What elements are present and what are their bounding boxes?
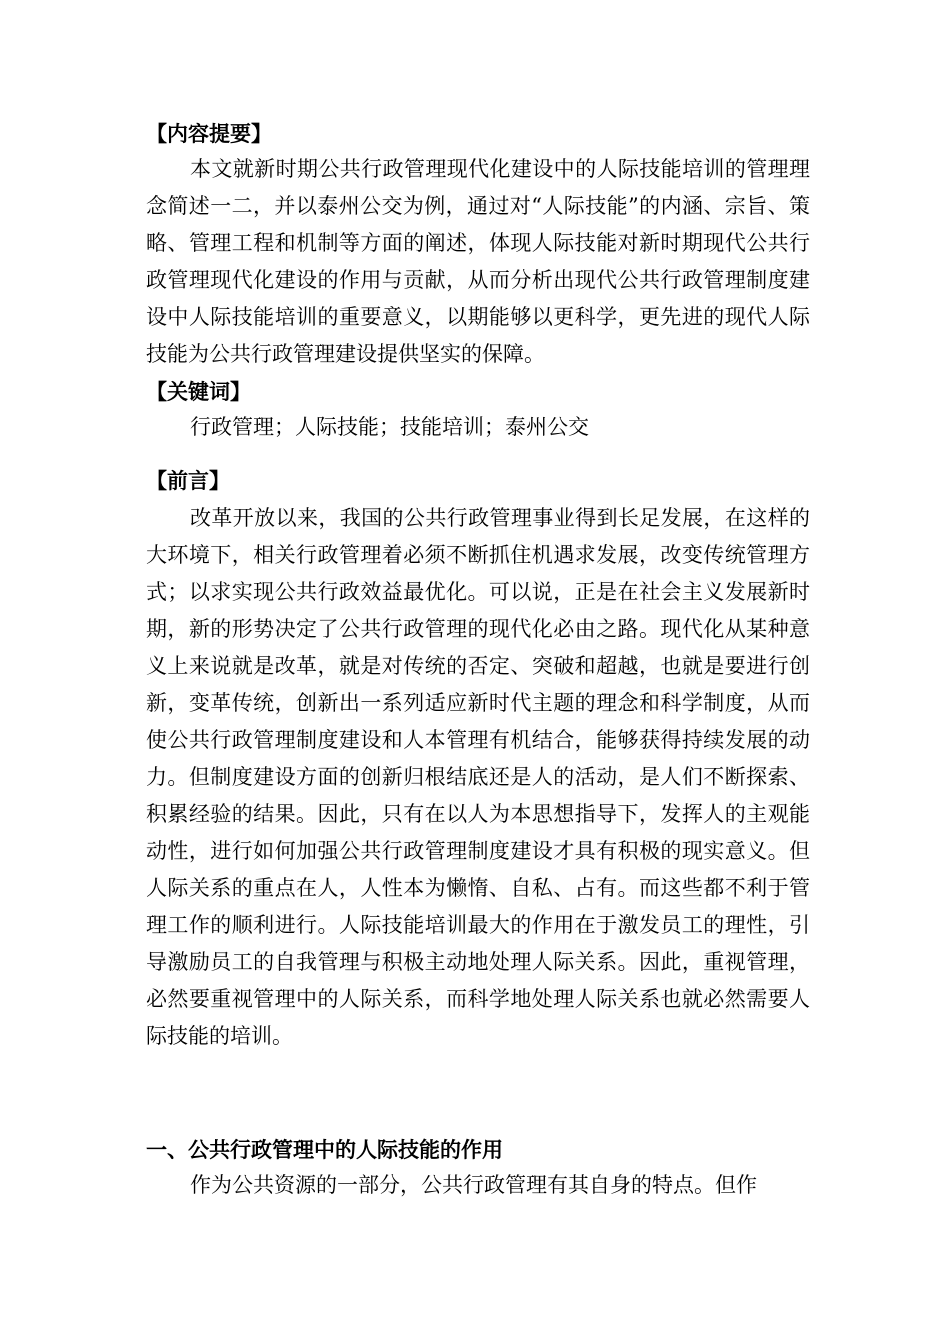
abstract-paragraph: 本文就新时期公共行政管理现代化建设中的人际技能培训的管理理念简述一二，并以泰州公交为例，通过对“人际技能”的内涵、宗旨、策略、管理工程和机制等方面的阐述，体现人际技能对新时期现代公共行政管理现代化建设的作用与贡献，从而分析出现代公共行政管理制度建设中人际技能培训的重要意义，以期能够以更科学，更先进的现代人际技能为公共行政管理建设提供坚实的保障。 <box>146 157 810 366</box>
abstract-heading: 【内容提要】 <box>146 122 272 146</box>
keywords-heading: 【关键词】 <box>146 380 251 404</box>
section-1-heading: 一、公共行政管理中的人际技能的作用 <box>146 1138 503 1162</box>
preface-paragraph: 改革开放以来，我国的公共行政管理事业得到长足发展，在这样的大环境下，相关行政管理着必须不断抓住机遇求发展，改变传统管理方式；以求实现公共行政效益最优化。可以说，正是在社会主义发展新时期，新的形势决定了公共行政管理的现代化必由之路。现代化从某种意义上来说就是改革，就是对传统的否定、突破和超越，也就是要进行创新，变革传统，创新出一系列适应新时代主题的理念和科学制度，从而使公共行政管理制度建设和人本管理有机结合，能够获得持续发展的动力。但制度建设方面的创新归根结底还是人的活动，是人们不断探索、积累经验的结果。因此，只有在以人为本思想指导下，发挥人的主观能动性，进行如何加强公共行政管理制度建设才具有积极的现实意义。但人际关系的重点在人，人性本为懒惰、自私、占有。而这些都不利于管理工作的顺利进行。人际技能培训最大的作用在于激发员工的理性，引导激励员工的自我管理与积极主动地处理人际关系。因此，重视管理，必然要重视管理中的人际关系，而科学地处理人际关系也就必然需要人际技能的培训。 <box>146 506 810 1048</box>
section-1-paragraph: 作为公共资源的一部分，公共行政管理有其自身的特点。但作 <box>190 1173 757 1197</box>
preface-heading: 【前言】 <box>146 469 230 493</box>
keywords-list: 行政管理；人际技能；技能培训；泰州公交 <box>190 415 589 439</box>
